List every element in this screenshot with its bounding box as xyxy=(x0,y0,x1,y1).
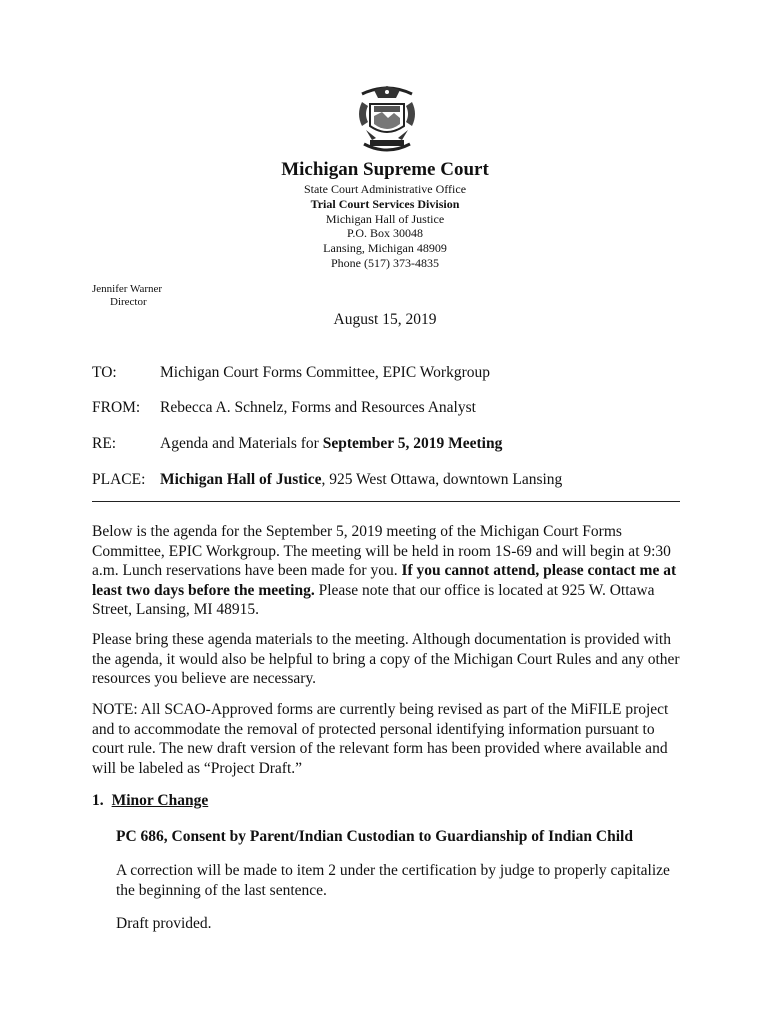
court-name: Michigan Supreme Court xyxy=(281,159,489,180)
director-title: Director xyxy=(110,296,147,308)
place-value xyxy=(160,470,562,489)
place-address: , 925 West Ottawa, downtown Lansing xyxy=(321,471,563,488)
intro-paragraph xyxy=(92,522,684,620)
re-value xyxy=(160,434,502,453)
re-label: RE: xyxy=(92,435,117,452)
director-name: Jennifer Warner xyxy=(92,283,163,295)
place-label: PLACE: xyxy=(92,471,146,488)
place-venue: Michigan Hall of Justice xyxy=(160,471,322,488)
re-prefix: Agenda and Materials for xyxy=(160,435,323,452)
letterhead xyxy=(0,158,770,271)
attendance-notice: If you cannot attend, please contact me at least two days before the meeting. xyxy=(92,562,677,599)
re-meeting: September 5, 2019 Meeting xyxy=(322,435,503,452)
form-title: PC 686, Consent by Parent/Indian Custodian to Guardianship of Indian Child xyxy=(116,828,633,845)
director-block xyxy=(92,283,162,309)
po-box: P.O. Box 30048 xyxy=(346,226,423,241)
division-name: Trial Court Services Division xyxy=(310,196,460,211)
office-location-text: Please note that our office is located at 925 W. Ottawa Street, Lansing, MI 48915. xyxy=(92,581,655,618)
to-value: Michigan Court Forms Committee, EPIC Workgroup xyxy=(160,364,490,381)
note-paragraph: NOTE: All SCAO-Approved forms are currently being revised as part of the MiFILE project and to accommodate the removal of protected personal identifying information pursuant to court rule. The new draft version of the relevant form has been provided where available and will be labeled as “Project Draft.” xyxy=(92,701,669,777)
materials-paragraph: Please bring these agenda materials to the meeting. Although documentation is provided with the agenda, it would also be helpful to bring a copy of the Michigan Court Rules and any other resources you believe are necessary. xyxy=(92,631,680,687)
from-value: Rebecca A. Schnelz, Forms and Resources Analyst xyxy=(160,399,476,416)
section-title: Minor Change xyxy=(111,792,209,809)
intro-text: Below is the agenda for the September 5, 2019 meeting of the Michigan Court Forms Committee, EPIC Workgroup. The meeting will be held in room 1S-69 and will begin at 9:30 a.m. Lunch reservations have been made for you. xyxy=(92,523,671,579)
city-address: Lansing, Michigan 48909 xyxy=(323,241,447,256)
section-number: 1. xyxy=(92,792,104,809)
section-heading xyxy=(92,791,208,811)
form-description: A correction will be made to item 2 under the certification by judge to properly capitalize the beginning of the last sentence. xyxy=(116,862,670,899)
draft-note: Draft provided. xyxy=(116,915,212,932)
michigan-seal-logo xyxy=(352,82,422,158)
header-divider xyxy=(92,501,680,502)
from-label: FROM: xyxy=(92,399,141,416)
phone-number: Phone (517) 373-4835 xyxy=(331,255,439,270)
building-name: Michigan Hall of Justice xyxy=(325,211,445,226)
memo-date: August 15, 2019 xyxy=(333,311,437,328)
to-label: TO: xyxy=(92,364,117,381)
office-name: State Court Administrative Office xyxy=(303,182,467,196)
